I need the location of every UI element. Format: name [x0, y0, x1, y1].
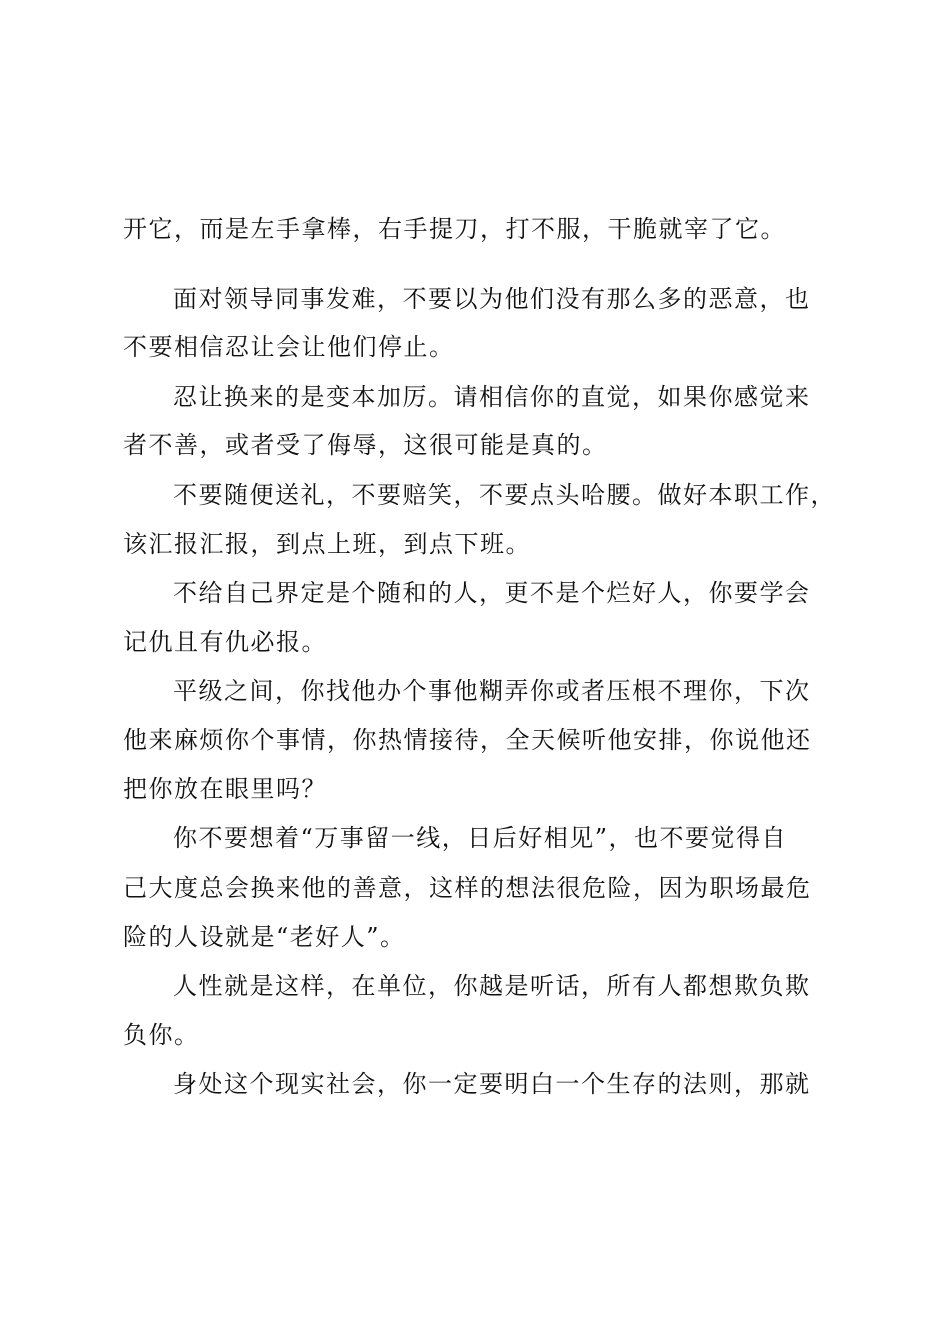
text-line: 面对领导同事发难，不要以为他们没有那么多的恶意，也: [173, 285, 811, 313]
text-line: 不要相信忍让会让他们停止。: [123, 333, 455, 361]
text-line: 平级之间，你找他办个事他糊弄你或者压根不理你，下次: [173, 677, 811, 705]
text-line: 身处这个现实社会，你一定要明白一个生存的法则，那就: [173, 1070, 811, 1098]
text-line: 你不要想着“万事留一线，日后好相见”，也不要觉得自: [173, 824, 788, 852]
text-line: 开它，而是左手拿棒，右手提刀，打不服，干脆就宰了它。: [123, 215, 786, 243]
text-line: 负你。: [123, 1021, 200, 1049]
text-line: 记仇且有仇必报。: [123, 628, 327, 656]
text-line: 忍让换来的是变本加厉。请相信你的直觉，如果你感觉来: [173, 383, 811, 411]
text-line: 己大度总会换来他的善意，这样的想法很危险，因为职场最危: [123, 874, 812, 902]
text-line: 把你放在眼里吗？: [123, 775, 327, 803]
text-line: 不要随便送礼，不要赔笑，不要点头哈腰。做好本职工作，: [173, 481, 836, 509]
text-line: 该汇报汇报，到点上班，到点下班。: [123, 530, 531, 558]
text-line: 者不善，或者受了侮辱，这很可能是真的。: [123, 431, 608, 459]
text-line: 人性就是这样，在单位，你越是听话，所有人都想欺负欺: [173, 972, 811, 1000]
text-line: 不给自己界定是个随和的人，更不是个烂好人，你要学会: [173, 579, 811, 607]
text-line: 他来麻烦你个事情，你热情接待，全天候听他安排，你说他还: [123, 726, 812, 754]
text-line: 险的人设就是“老好人”。: [123, 923, 406, 951]
